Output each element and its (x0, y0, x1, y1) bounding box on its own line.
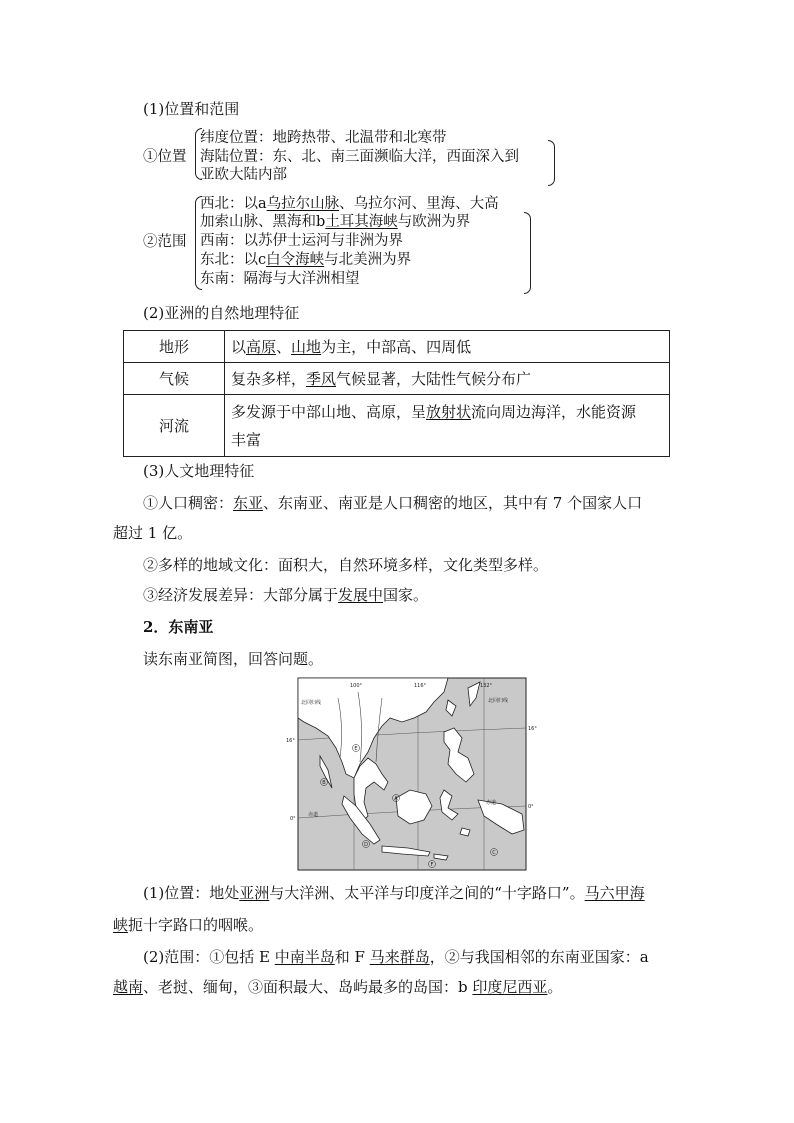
lon-label-116: 116° (414, 683, 427, 689)
row-value: 复杂多样，季风气候显著，大陆性气候分布广 (225, 363, 670, 395)
range-northwest-line-1: 西北：以a乌拉尔山脉、乌拉尔河、里海、大高 (200, 196, 499, 212)
position-right-bracket (548, 140, 555, 186)
position-label: ①位置 (143, 149, 187, 165)
range-southwest: 西南：以苏伊士运河与非洲为界 (200, 233, 403, 249)
marker-c: C (492, 850, 496, 856)
southeast-asia-heading: 2．东南亚 (143, 618, 214, 636)
equator-label-left: 赤道 (308, 812, 319, 818)
lon-label-100: 100° (350, 683, 363, 689)
position-paragraph: (1)位置：地处亚洲与大洋洲、太平洋与印度洋之间的“十字路口”。马六甲海 (143, 884, 645, 902)
population-paragraph-line-2: 超过 1 亿。 (113, 524, 193, 542)
section-2-heading: (2)亚洲的自然地理特征 (143, 304, 300, 322)
range-northeast: 东北：以c白令海峡与北美洲为界 (200, 252, 412, 268)
marker-a: A (394, 796, 398, 802)
natural-features-table (123, 330, 670, 457)
position-line-1: 纬度位置：地跨热带、北温带和北寒带 (200, 130, 447, 146)
bering-strait: 白令海峡 (266, 252, 325, 268)
range-paragraph: (2)范围：①包括 E 中南半岛和 F 马来群岛，②与我国相邻的东南亚国家：a (143, 948, 649, 966)
range-label: ②范围 (143, 234, 187, 250)
marker-f: F (430, 862, 434, 868)
section-3-heading: (3)人文地理特征 (143, 462, 255, 480)
row-key: 地形 (124, 331, 225, 363)
marker-b: B (322, 780, 326, 786)
lat-label-16-left: 16° (286, 738, 295, 744)
position-line-2: 海陆位置：东、北、南三面濒临大洋，西面深入到 (200, 149, 519, 165)
section-1-heading: (1)位置和范围 (143, 100, 240, 118)
ural-mountains: 乌拉尔山脉 (266, 196, 340, 212)
lon-label-132: 132° (480, 683, 493, 689)
range-southeast: 东南：隔海与大洋洲相望 (200, 271, 360, 287)
position-line-3: 亚欧大陆内部 (200, 167, 287, 183)
position-paragraph-line-2: 峡扼十字路口的咽喉。 (113, 916, 264, 934)
row-value: 多发源于中部山地、高原，呈放射状流向周边海洋，水能资源 丰富 (225, 395, 670, 457)
table-row (124, 331, 670, 363)
lat-label-0-right: 0° (528, 804, 534, 810)
range-right-bracket (524, 212, 531, 294)
turkish-straits: 土耳其海峡 (325, 214, 398, 230)
row-key: 气候 (124, 363, 225, 395)
population-paragraph: ①人口稠密：东亚、东南亚、南亚是人口稠密的地区，其中有 7 个国家人口 (143, 494, 643, 512)
range-paragraph-line-2: 越南、老挝、缅甸，③面积最大、岛屿最多的岛国：b 印度尼西亚。 (113, 978, 563, 996)
southeast-asia-map (286, 678, 537, 870)
map-intro: 读东南亚简图，回答问题。 (143, 650, 324, 668)
economy-paragraph: ③经济发展差异：大部分属于发展中国家。 (143, 586, 429, 604)
lat-label-16-right: 16° (528, 726, 537, 732)
culture-paragraph: ②多样的地域文化：面积大，自然环境多样，文化类型多样。 (143, 556, 549, 574)
tropic-label: 北回归线 (301, 700, 322, 706)
row-value: 以高原、山地为主，中部高、四周低 (225, 331, 670, 363)
row-key: 河流 (124, 395, 225, 457)
range-northwest-line-2: 加索山脉、黑海和b土耳其海峡与欧洲为界 (200, 214, 471, 230)
lat-label-0-left: 0° (290, 816, 296, 822)
marker-e: E (354, 746, 358, 752)
table-row (124, 395, 670, 457)
marker-d: D (364, 842, 368, 848)
tropic-label-right: 北回归线 (488, 698, 509, 704)
equator-label-right: 赤道 (486, 800, 497, 806)
table-row (124, 363, 670, 395)
